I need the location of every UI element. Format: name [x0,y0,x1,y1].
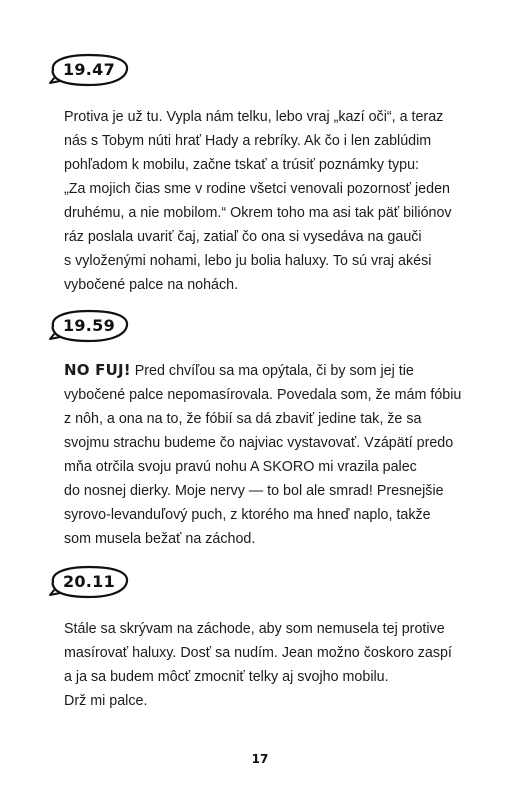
entry-body: Protiva je už tu. Vypla nám telku, lebo vraj „kazí oči“, a teraz nás s Tobym núti hrať Hady a rebríky. Ak čo i len zablúdim pohľadom k mobilu, začne tskať a trúsiť poznámky typu: „Za mojich čias sme v rodine všetci venovali pozornosť jeden druhému, a nie mobilom.“ Okrem toho ma asi tak päť biliónov ráz poslala uvariť čaj, zatiaľ čo ona si vysedáva na gauči s vyloženými nohami, lebo ju bolia haluxy. To sú vraj akési vybočené palce na nohách. [64,109,452,293]
page-number: 17 [251,752,269,766]
entry-text [64,104,484,297]
time-badge-2 [47,308,131,344]
entry-time: 20.11 [62,572,116,591]
entry-body: Pred chvíľou sa ma opýtala, či by som jej tie vybočené palce nepomasírovala. Povedala som, že mám fóbiu z nôh, a ona na to, že fóbií sa dá zbaviť jedine tak, že sa svojmu strachu budeme čo najviac vystavovať. Vzápätí predo mňa otrčila svoju pravú nohu A SKORO mi vrazila palec do nosnej dierky. Moje nervy — to bol ale smrad! Presnejšie syrovo-levanduľový puch, z ktorého ma hneď naplo, takže som musela bežať na záchod. [64,363,462,547]
time-badge-3 [47,564,131,600]
entry-time: 19.59 [62,316,116,335]
entry-time: 19.47 [62,60,116,79]
entry-text [64,358,484,551]
entry-body: Stále sa skrývam na záchode, aby som nemusela tej protive masírovať haluxy. Dosť sa nudím. Jean možno čoskoro zaspí a ja sa budem môcť zmocniť telky aj svojho mobilu. Drž mi palce. [64,621,452,709]
time-badge-1 [47,52,131,88]
entry-text [64,616,484,713]
entry-lead: NO FUJ! [64,361,131,379]
